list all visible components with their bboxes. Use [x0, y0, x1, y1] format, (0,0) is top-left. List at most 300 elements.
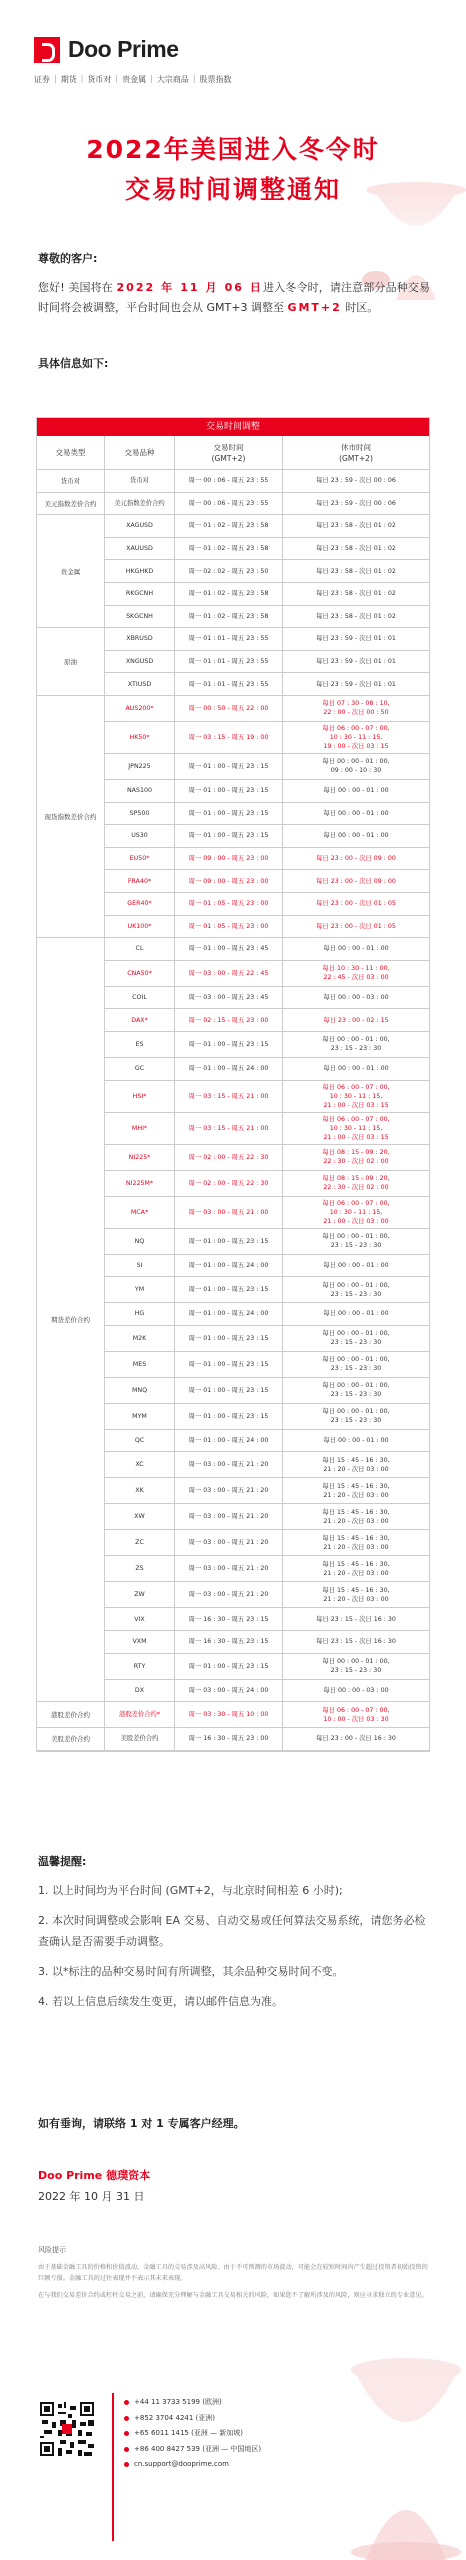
trading-time-cell: 周一 01 : 00 - 周五 23 : 15 [175, 1032, 283, 1057]
subnav-item[interactable]: 大宗商品 [156, 75, 189, 84]
trading-time-cell: 周一 01 : 01 - 周五 23 : 55 [175, 651, 283, 673]
symbol-cell: XW [105, 1504, 175, 1529]
brand-logo[interactable] [34, 36, 179, 63]
details-label: 具体信息如下: [38, 357, 109, 370]
symbol-cell: VIX [105, 1608, 175, 1630]
subnav-item[interactable]: 证券 [34, 75, 50, 84]
trading-time-cell: 周一 01 : 05 - 周五 23 : 00 [175, 916, 283, 938]
symbol-cell: YM [105, 1277, 175, 1302]
category-column [37, 938, 105, 1702]
trading-hours-table [36, 417, 430, 1752]
trading-time-cell: 周一 01 : 00 - 周五 23 : 45 [175, 938, 283, 960]
trading-time-cell: 周一 03 : 15 - 周五 19 : 00 [175, 722, 283, 753]
reminder-item: 4. 若以上信息后续发生变更，请以邮件信息为准。 [38, 1995, 283, 2008]
closed-time-cell: 每日 00 : 00 - 01 : 00 [323, 832, 389, 840]
symbol-cell: NAS100 [105, 780, 175, 802]
table-title: 交易时间调整 [37, 418, 429, 436]
category-block [37, 696, 429, 938]
symbol-cell: QC [105, 1430, 175, 1452]
trading-time-cell: 周一 01 : 00 - 周五 24 : 00 [175, 1255, 283, 1277]
closed-time-cell: 每日 23 : 58 - 次日 01 : 02 [316, 612, 396, 620]
symbol-cell: MYM [105, 1404, 175, 1429]
category-label: 货币对 [37, 470, 104, 493]
trading-time-cell: 周一 03 : 30 - 周五 10 : 00 [175, 1702, 283, 1727]
closed-time-cell: 每日 06 : 00 - 07 : 00, 10 : 30 - 11 : 15, 19 : 00 - 次日 03 : 15 [322, 724, 390, 750]
subnav-separator: | [150, 74, 153, 83]
symbol-cell: 货币对 [105, 470, 175, 492]
closed-time-cell: 每日 00 : 00 - 01 : 00, 23 : 15 - 23 : 30 [322, 1382, 390, 1399]
header-trading-time: 交易时间 (GMT+2) [175, 436, 283, 469]
trading-time-cell: 周一 01 : 00 - 周五 23 : 15 [175, 1229, 283, 1254]
trading-time-cell: 周一 09 : 00 - 周五 23 : 00 [175, 848, 283, 870]
closed-time-cell: 每日 00 : 00 - 03 : 00 [323, 994, 389, 1002]
qr-code-icon[interactable] [38, 2400, 96, 2458]
trading-time-cell: 周一 01 : 00 - 周五 23 : 15 [175, 1326, 283, 1351]
contact-email[interactable]: cn.support@dooprime.com [124, 2457, 261, 2473]
category-rows [105, 628, 429, 696]
header-closed-time: 休市时间 (GMT+2) [339, 442, 373, 463]
table-row [105, 1171, 429, 1197]
email-icon [124, 2462, 129, 2467]
table-row [105, 583, 429, 606]
closed-time-cell: 每日 23 : 59 - 次日 01 : 01 [316, 658, 396, 666]
signature-date: 2022 年 10 月 31 日 [38, 2190, 145, 2203]
closed-time-cell: 每日 00 : 00 - 01 : 00, 23 : 15 - 23 : 30 [322, 1036, 390, 1053]
table-row [105, 1582, 429, 1608]
closed-time-cell: 每日 08 : 15 - 09 : 20, 22 : 30 - 次日 02 : 00 [322, 1175, 390, 1192]
table-row [105, 673, 429, 696]
closed-time-cell: 每日 23 : 58 - 次日 01 : 02 [316, 590, 396, 598]
category-block [37, 515, 429, 628]
category-column [37, 696, 105, 938]
closed-time-cell: 每日 23 : 00 - 次日 01 : 05 [316, 922, 396, 930]
closed-time-cell: 每日 23 : 58 - 次日 01 : 02 [316, 567, 396, 575]
doo-prime-logo-icon [34, 37, 60, 63]
symbol-cell: GER40* [105, 893, 175, 915]
reminder-item: 3. 以*标注的品种交易时间有所调整，其余品种交易时间不变。 [38, 1965, 344, 1978]
closed-time-cell: 每日 23 : 00 - 次日 09 : 00 [316, 855, 396, 863]
category-rows [105, 1728, 429, 1751]
intro-paragraph [38, 278, 430, 318]
closed-time-cell: 每日 00 : 00 - 01 : 00, 09 : 00 - 10 : 30 [322, 758, 390, 775]
trading-time-cell: 周一 03 : 00 - 周五 21 : 20 [175, 1452, 283, 1477]
trading-time-cell: 周一 01 : 05 - 周五 23 : 00 [175, 893, 283, 915]
closed-time-cell: 每日 23 : 59 - 次日 00 : 06 [316, 477, 396, 485]
intro-text-1: 您好! 美国将在 [38, 281, 113, 294]
category-label: 贵金属 [37, 515, 104, 628]
trading-time-cell: 周一 01 : 02 - 周五 23 : 58 [175, 583, 283, 605]
table-row [105, 1277, 429, 1303]
table-row [105, 722, 429, 754]
closed-time-cell: 每日 00 : 00 - 01 : 00, 23 : 15 - 23 : 30 [322, 1330, 390, 1347]
symbol-cell: XAGUSD [105, 515, 175, 537]
symbol-cell: NQ [105, 1229, 175, 1254]
table-row [105, 803, 429, 826]
symbol-cell: 美股差价合约 [105, 1728, 175, 1750]
symbol-cell: NI225* [105, 1145, 175, 1170]
category-column [37, 515, 105, 628]
table-row [105, 515, 429, 538]
symbol-cell: HG [105, 1303, 175, 1325]
closed-time-cell: 每日 23 : 15 - 次日 16 : 30 [316, 1615, 396, 1623]
closed-time-cell: 每日 00 : 00 - 01 : 00 [323, 1261, 389, 1269]
closed-time-cell: 每日 15 : 45 - 16 : 30, 21 : 20 - 次日 03 : 00 [322, 1482, 390, 1499]
subnav-item[interactable]: 股票指数 [199, 75, 232, 84]
trading-time-cell: 周一 02 : 00 - 周五 22 : 30 [175, 1171, 283, 1196]
subnav-item[interactable]: 期货 [60, 75, 77, 84]
table-row [105, 493, 429, 516]
category-block [37, 470, 429, 493]
table-row [105, 651, 429, 674]
subnav-item[interactable]: 货币对 [87, 75, 112, 84]
symbol-cell: AUS200* [105, 696, 175, 721]
closed-time-cell: 每日 07 : 30 - 08 : 10, 22 : 00 - 次日 00 : 50 [322, 700, 390, 717]
subnav-separator: | [115, 74, 119, 83]
reminder-item: 2. 本次时间调整或会影响 EA 交易、自动交易或任何算法交易系统，请您务必检查确认是否需要手动调整。 [38, 1914, 426, 1948]
trading-time-cell: 周一 01 : 02 - 周五 23 : 58 [175, 515, 283, 537]
table-row [105, 560, 429, 583]
table-row [105, 1197, 429, 1229]
table-row [105, 1009, 429, 1032]
table-row [105, 628, 429, 651]
intro-text-3: 时区。 [345, 301, 379, 314]
table-row [105, 1680, 429, 1703]
table-row [105, 1081, 429, 1113]
subnav-separator: | [80, 74, 84, 83]
table-body [37, 470, 429, 1751]
closed-time-cell: 每日 00 : 00 - 01 : 00, 23 : 15 - 23 : 30 [322, 1408, 390, 1425]
table-row [105, 1608, 429, 1631]
closed-time-cell: 每日 15 : 45 - 16 : 30, 21 : 20 - 次日 03 : 00 [322, 1456, 390, 1473]
symbol-cell: SKGCNH [105, 606, 175, 628]
symbol-cell: XTIUSD [105, 673, 175, 695]
phone-icon [124, 2431, 129, 2436]
risk-title: 风险提示 [38, 2246, 66, 2254]
symbol-cell: DAX* [105, 1009, 175, 1031]
contact-list [124, 2395, 261, 2473]
trading-time-cell: 周一 01 : 00 - 周五 23 : 15 [175, 780, 283, 802]
trading-time-cell: 周一 03 : 00 - 周五 23 : 45 [175, 987, 283, 1009]
symbol-cell: UK100* [105, 916, 175, 938]
trading-time-cell: 周一 01 : 00 - 周五 23 : 15 [175, 1352, 283, 1377]
closed-time-cell: 每日 23 : 59 - 次日 01 : 01 [316, 635, 396, 643]
category-block [37, 1702, 429, 1728]
closed-time-cell: 每日 00 : 00 - 01 : 00, 23 : 15 - 23 : 30 [322, 1356, 390, 1373]
table-row [105, 1654, 429, 1680]
symbol-cell: RKGCNH [105, 583, 175, 605]
category-block [37, 938, 429, 1702]
symbol-cell: XK [105, 1478, 175, 1503]
trading-time-cell: 周一 03 : 00 - 周五 21 : 20 [175, 1582, 283, 1607]
category-block [37, 1728, 429, 1751]
trading-time-cell: 周一 01 : 01 - 周五 23 : 55 [175, 673, 283, 695]
reminder-list [38, 1880, 428, 2021]
closed-time-cell: 每日 00 : 00 - 01 : 00 [323, 809, 389, 817]
trading-time-cell: 周一 01 : 00 - 周五 24 : 00 [175, 1430, 283, 1452]
symbol-cell: COIL [105, 987, 175, 1009]
table-row [105, 1255, 429, 1278]
table-row [105, 1404, 429, 1430]
closed-time-cell: 每日 00 : 00 - 03 : 00 [323, 1686, 389, 1694]
closed-time-cell: 每日 00 : 00 - 01 : 00, 23 : 15 - 23 : 30 [322, 1233, 390, 1250]
phone-icon [124, 2416, 129, 2421]
symbol-cell: 港股差价合约* [105, 1702, 175, 1727]
table-row [105, 1452, 429, 1478]
trading-time-cell: 周一 01 : 02 - 周五 23 : 58 [175, 606, 283, 628]
trading-time-cell: 周一 16 : 30 - 周五 23 : 00 [175, 1728, 283, 1750]
table-row [105, 1229, 429, 1255]
trading-time-cell: 周一 01 : 00 - 周五 23 : 15 [175, 1277, 283, 1302]
symbol-cell: MES [105, 1352, 175, 1377]
table-row [105, 1478, 429, 1504]
table-row [105, 1378, 429, 1404]
symbol-cell: SI [105, 1255, 175, 1277]
symbol-cell: MHI* [105, 1113, 175, 1144]
header-trade-type: 交易类型 [37, 436, 105, 469]
reminder-item: 1. 以上时间均为平台时间 (GMT+2，与北京时间相差 6 小时); [38, 1884, 343, 1897]
brand-name: Doo Prime [68, 36, 179, 62]
subnav-separator: | [192, 74, 196, 83]
symbol-cell: VXM [105, 1631, 175, 1653]
category-rows [105, 493, 429, 516]
table-row [105, 754, 429, 780]
title-line-1: 2022年美国进入冬令时 [86, 135, 380, 164]
trading-time-cell: 周一 02 : 00 - 周五 22 : 30 [175, 1145, 283, 1170]
table-row [105, 1504, 429, 1530]
table-row [105, 961, 429, 987]
category-label: 美股差价合约 [37, 1728, 104, 1751]
closed-time-cell: 每日 23 : 59 - 次日 00 : 06 [316, 499, 396, 507]
trading-time-cell: 周一 01 : 00 - 周五 24 : 00 [175, 1058, 283, 1080]
category-label: 原油 [37, 628, 104, 696]
title-line-2: 交易时间调整通知 [124, 175, 341, 204]
trading-time-cell: 周一 01 : 00 - 周五 23 : 15 [175, 825, 283, 847]
table-row [105, 1530, 429, 1556]
trading-time-cell: 周一 09 : 00 - 周五 23 : 00 [175, 870, 283, 892]
category-rows [105, 696, 429, 938]
closed-time-cell: 每日 06 : 00 - 07 : 00, 10 : 30 - 11 : 15, 21 : 00 - 次日 03 : 15 [322, 1083, 390, 1109]
table-row [105, 780, 429, 803]
trading-time-cell: 周一 03 : 15 - 周五 21 : 00 [175, 1081, 283, 1112]
table-row [105, 825, 429, 848]
trading-time-cell: 周一 01 : 00 - 周五 23 : 15 [175, 1378, 283, 1403]
trading-time-cell: 周一 03 : 00 - 周五 21 : 20 [175, 1530, 283, 1555]
symbol-cell: FRA40* [105, 870, 175, 892]
trading-time-cell: 周一 03 : 00 - 周五 21 : 20 [175, 1556, 283, 1581]
contact-phone-singapore[interactable]: +65 6011 1415 (亚洲 — 新加坡) [124, 2426, 261, 2442]
table-header [37, 436, 429, 470]
trading-time-cell: 周一 00 : 06 - 周五 23 : 55 [175, 493, 283, 515]
closed-time-cell: 每日 00 : 00 - 01 : 00 [323, 1310, 389, 1318]
table-row [105, 1352, 429, 1378]
closed-time-cell: 每日 08 : 15 - 09 : 20, 22 : 30 - 次日 02 : 00 [322, 1149, 390, 1166]
contact-divider [112, 2393, 114, 2541]
closed-time-cell: 每日 15 : 45 - 16 : 30, 21 : 20 - 次日 03 : 00 [322, 1534, 390, 1551]
closed-time-cell: 每日 23 : 00 - 02 : 15 [323, 1016, 389, 1024]
closed-time-cell: 每日 00 : 00 - 01 : 00 [323, 945, 389, 953]
symbol-cell: CNA50* [105, 961, 175, 986]
table-row [105, 870, 429, 893]
symbol-cell: DX [105, 1680, 175, 1702]
intro-text-2: 进入冬令时，请注意部分品种交易时间将会被调整，平台时间也会从 GMT+3 调整至 [38, 281, 430, 314]
category-label: 港股差价合约 [37, 1702, 104, 1728]
symbol-cell: M2K [105, 1326, 175, 1351]
table-row [105, 1556, 429, 1582]
category-block [37, 493, 429, 516]
table-row [105, 1702, 429, 1728]
symbol-cell: XAUUSD [105, 538, 175, 560]
closed-time-cell: 每日 15 : 45 - 16 : 30, 21 : 20 - 次日 03 : 00 [322, 1560, 390, 1577]
symbol-cell: HK50* [105, 722, 175, 753]
category-block [37, 628, 429, 696]
intro-timezone: GMT+2 [287, 301, 342, 314]
table-row [105, 938, 429, 961]
closed-time-cell: 每日 23 : 00 - 次日 01 : 05 [316, 900, 396, 908]
trading-time-cell: 周一 01 : 00 - 周五 23 : 15 [175, 1404, 283, 1429]
symbol-cell: ZS [105, 1556, 175, 1581]
table-row [105, 696, 429, 722]
category-column [37, 1728, 105, 1751]
trading-time-cell: 周一 01 : 00 - 周五 23 : 15 [175, 754, 283, 779]
category-rows [105, 938, 429, 1702]
category-label: 现货指数差价合约 [37, 696, 104, 938]
symbol-cell: XC [105, 1452, 175, 1477]
phone-icon [124, 2447, 129, 2452]
closed-time-cell: 每日 23 : 00 - 次日 16 : 30 [316, 1735, 396, 1743]
trading-time-cell: 周一 03 : 15 - 周五 21 : 00 [175, 1113, 283, 1144]
risk-paragraph-2: 在与我们交易差价合约或杠杆交易之前，请确保充分理解与金融工具交易相关的风险，如果您不了解所涉及的风险，则应寻求独立的专业意见。 [38, 2292, 428, 2299]
trading-time-cell: 周一 03 : 00 - 周五 21 : 20 [175, 1504, 283, 1529]
closed-time-cell: 每日 00 : 00 - 01 : 00, 23 : 15 - 23 : 30 [322, 1281, 390, 1298]
category-column [37, 470, 105, 493]
symbol-cell: XNGUSD [105, 651, 175, 673]
symbol-cell: US30 [105, 825, 175, 847]
table-row [105, 538, 429, 561]
trading-time-cell: 周一 01 : 00 - 周五 24 : 00 [175, 1303, 283, 1325]
table-row [105, 1058, 429, 1081]
closed-time-cell: 每日 00 : 00 - 01 : 00 [323, 787, 389, 795]
signature-company: Doo Prime 德璞资本 [38, 2169, 151, 2182]
trading-time-cell: 周一 01 : 01 - 周五 23 : 55 [175, 628, 283, 650]
category-column [37, 1702, 105, 1728]
closed-time-cell: 每日 10 : 30 - 11 : 00, 22 : 45 - 次日 03 : 00 [322, 965, 390, 982]
header [0, 0, 466, 90]
closed-time-cell: 每日 06 : 00 - 07 : 00, 10 : 30 - 11 : 15, 21 : 00 - 次日 03 : 00 [322, 1199, 390, 1225]
table-row [105, 987, 429, 1010]
symbol-cell: XBRUSD [105, 628, 175, 650]
closed-time-cell: 每日 15 : 45 - 16 : 30, 21 : 20 - 次日 03 : 00 [322, 1586, 390, 1603]
symbol-cell: SP500 [105, 803, 175, 825]
trading-time-cell: 周一 01 : 02 - 周五 23 : 58 [175, 538, 283, 560]
closed-time-cell: 每日 23 : 00 - 次日 09 : 00 [316, 877, 396, 885]
product-subnav [34, 74, 232, 85]
category-column [37, 493, 105, 516]
greeting: 尊敬的客户: [38, 252, 98, 265]
trading-time-cell: 周一 01 : 00 - 周五 23 : 15 [175, 803, 283, 825]
table-row [105, 916, 429, 939]
trading-time-cell: 周一 16 : 30 - 周五 23 : 15 [175, 1608, 283, 1630]
category-rows [105, 515, 429, 628]
header-symbol: 交易品种 [105, 436, 175, 469]
category-rows [105, 1702, 429, 1728]
contact-phone-europe[interactable]: +44 11 3733 5199 (欧洲) [124, 2395, 261, 2411]
symbol-cell: HKGHKD [105, 560, 175, 582]
table-row [105, 1303, 429, 1326]
contact-phone-asia[interactable]: +852 3704 4241 (亚洲) [124, 2411, 261, 2427]
closed-time-cell: 每日 23 : 15 - 次日 16 : 30 [316, 1638, 396, 1646]
table-row [105, 1032, 429, 1058]
risk-paragraph-1: 由于基础金融工具的价格和价值波动，金融工具的交易涉及高风险。由于不可预测的市场波动，可能会在较短时间内产生超过投资者初始投资的巨额亏损。金融工具的过往表现并不表示其未来表现。 [38, 2264, 428, 2282]
symbol-cell: NI225M* [105, 1171, 175, 1196]
closed-time-cell: 每日 15 : 45 - 16 : 30, 21 : 20 - 次日 03 : 00 [322, 1508, 390, 1525]
symbol-cell: CL [105, 938, 175, 960]
closed-time-cell: 每日 00 : 00 - 01 : 00 [323, 1065, 389, 1073]
symbol-cell: 美元指数差价合约 [105, 493, 175, 515]
trading-time-cell: 周一 03 : 00 - 周五 21 : 00 [175, 1197, 283, 1228]
table-row [105, 470, 429, 493]
symbol-cell: ZC [105, 1530, 175, 1555]
category-label: 美元指数差价合约 [37, 493, 104, 516]
hourglass-bottom-decoration-icon [306, 2330, 466, 2560]
phone-icon [124, 2400, 129, 2405]
symbol-cell: ES [105, 1032, 175, 1057]
closed-time-cell: 每日 06 : 00 - 07 : 00, 10 : 00 - 次日 03 : 30 [322, 1706, 390, 1723]
symbol-cell: MNQ [105, 1378, 175, 1403]
symbol-cell: ZW [105, 1582, 175, 1607]
closed-time-cell: 每日 23 : 58 - 次日 01 : 02 [316, 545, 396, 553]
trading-time-cell: 周一 16 : 30 - 周五 23 : 15 [175, 1631, 283, 1653]
symbol-cell: HSI* [105, 1081, 175, 1112]
table-row [105, 893, 429, 916]
trading-time-cell: 周一 01 : 00 - 周五 23 : 15 [175, 1654, 283, 1679]
category-column [37, 628, 105, 696]
table-row [105, 606, 429, 629]
symbol-cell: GC [105, 1058, 175, 1080]
category-label: 期货差价合约 [37, 938, 104, 1702]
symbol-cell: EU50* [105, 848, 175, 870]
intro-date: 2022 年 11 月 06 日 [116, 281, 264, 294]
trading-time-cell: 周一 00 : 50 - 周五 22 : 00 [175, 696, 283, 721]
trading-time-cell: 周一 02 : 15 - 周五 23 : 00 [175, 1009, 283, 1031]
table-row [105, 848, 429, 871]
symbol-cell: RTY [105, 1654, 175, 1679]
category-rows [105, 470, 429, 493]
closed-time-cell: 每日 00 : 00 - 01 : 00 [323, 1437, 389, 1445]
table-row [105, 1430, 429, 1453]
trading-time-cell: 周一 00 : 06 - 周五 23 : 55 [175, 470, 283, 492]
trading-time-cell: 周一 02 : 02 - 周五 23 : 50 [175, 560, 283, 582]
symbol-cell: MCA* [105, 1197, 175, 1228]
table-row [105, 1326, 429, 1352]
contact-phone-china[interactable]: +86 400 8427 539 (亚洲 — 中国地区) [124, 2442, 261, 2458]
contact-manager-note: 如有垂询，请联络 1 对 1 专属客户经理。 [38, 2117, 245, 2130]
closed-time-cell: 每日 06 : 00 - 07 : 00, 10 : 30 - 11 : 15, 21 : 00 - 次日 03 : 15 [322, 1115, 390, 1141]
closed-time-cell: 每日 00 : 00 - 01 : 00, 23 : 15 - 23 : 30 [322, 1658, 390, 1675]
table-row [105, 1113, 429, 1145]
closed-time-cell: 每日 23 : 58 - 次日 01 : 02 [316, 522, 396, 530]
symbol-cell: JPN225 [105, 754, 175, 779]
trading-time-cell: 周一 03 : 00 - 周五 22 : 45 [175, 961, 283, 986]
subnav-separator: | [54, 74, 57, 83]
closed-time-cell: 每日 23 : 59 - 次日 01 : 01 [316, 680, 396, 688]
table-row [105, 1145, 429, 1171]
trading-time-cell: 周一 03 : 00 - 周五 21 : 20 [175, 1478, 283, 1503]
table-row [105, 1631, 429, 1654]
trading-time-cell: 周一 03 : 00 - 周五 24 : 00 [175, 1680, 283, 1702]
subnav-item[interactable]: 贵金属 [122, 75, 147, 84]
table-row [105, 1728, 429, 1751]
reminder-title: 温馨提醒: [38, 1855, 87, 1868]
